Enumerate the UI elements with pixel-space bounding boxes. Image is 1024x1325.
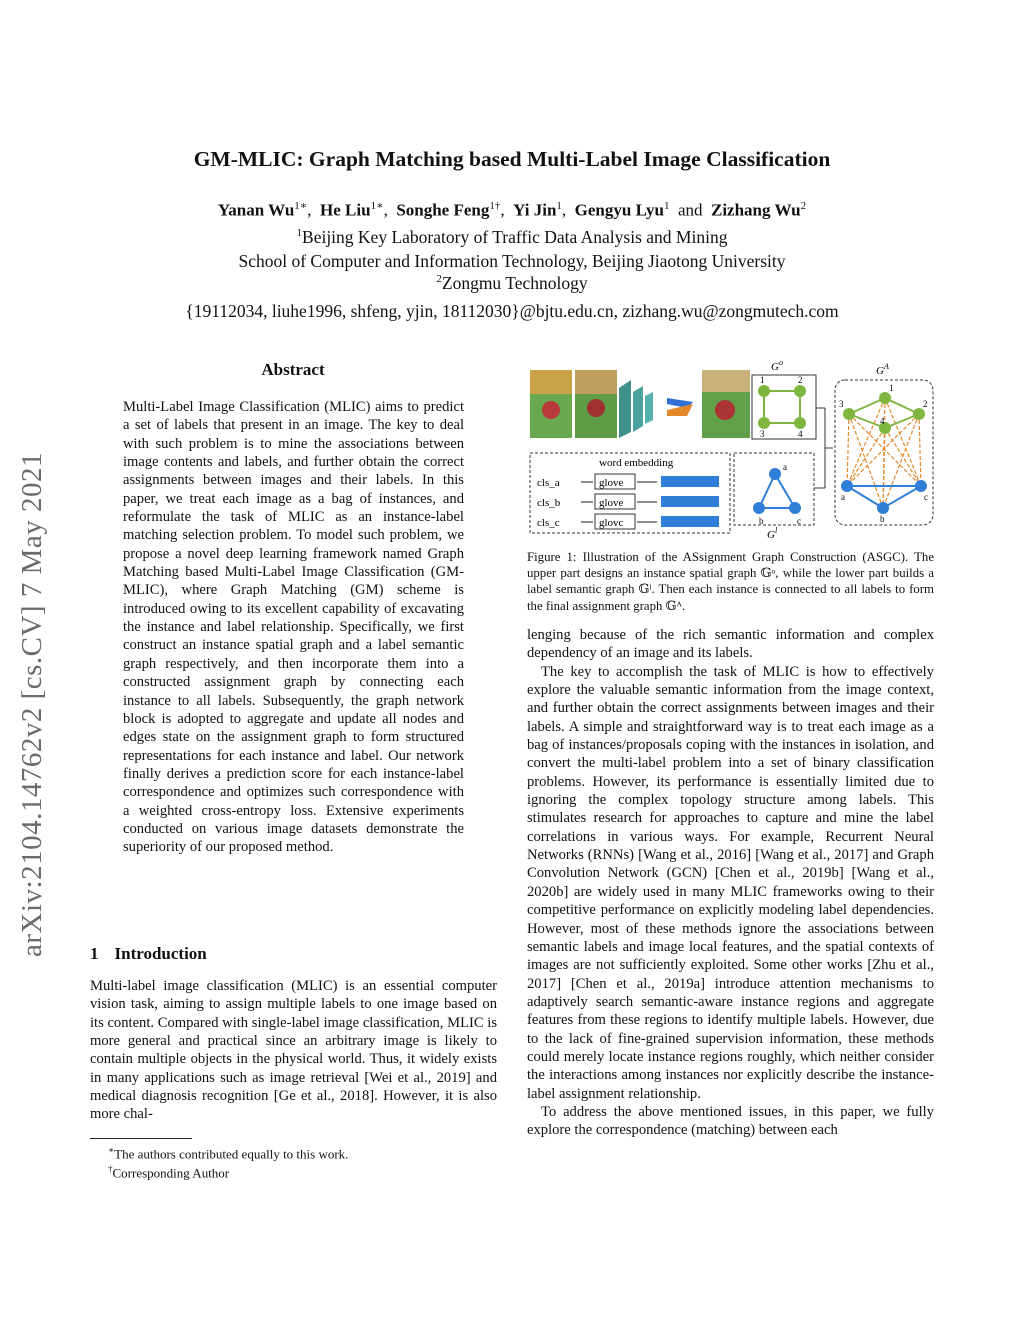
- connector-lines: [814, 408, 833, 488]
- svg-text:c: c: [797, 516, 801, 526]
- graph-ga-label: $G^A$: [876, 362, 889, 377]
- cls-labels: [537, 477, 561, 529]
- svg-text:3: 3: [839, 399, 844, 409]
- svg-text:c: c: [924, 492, 928, 502]
- cnn-layer: [619, 380, 631, 438]
- svg-text:2: 2: [923, 399, 928, 409]
- svg-text:cls_c: cls_c: [537, 517, 560, 529]
- svg-text:4: 4: [798, 429, 803, 439]
- arxiv-identifier: [10, 345, 70, 965]
- right-paragraph-1: lenging because of the rich semantic information and complex dependency of an image and its labels.: [527, 627, 934, 662]
- paper-title: GM-MLIC: Graph Matching based Multi-Label Image Classification: [193, 147, 831, 171]
- intro-heading: 1 Introduction: [90, 944, 207, 963]
- figure-1-asgc-diagram: [527, 358, 937, 548]
- svg-text:a: a: [783, 462, 787, 472]
- right-column-body: [527, 626, 934, 1140]
- right-paragraph-2: The key to accomplish the task of MLIC is how to effectively explore the valuable semantic information from the image context, and further obtain the correct assignments between images and their labels. A simple and straightforward way is to treat each image as a bag of instances/proposals coping with the instances in isolation, and convert the multi-label problem into a set of binary classification problems. However, its performance is essentially limited due to ignoring the complex topology structure among labels. This stimulates research for approaches to capture and mine the label correlations in various ways. For example, Recurrent Neural Networks (RNNs) [Wang et al., 2016] [Wang et al., 2017] and Graph Convolution Network (GCN) [Chen et al., 2019b] [Wang et al., 2020b] are widely used in many MLIC frameworks owing to their competitive performance on explicitly modeling label dependencies. However, most of these methods ignore the associations between semantic labels and image local features, and the spatial contexts of images are not sufficiently exploited. Some other works [Zhu et al., 2017] [Chen et al., 2019a] introduce attention mechanisms to adaptively search semantic-aware instance regions and aggregate features from these regions to identify multiple labels. However, due to the lack of fine-grained supervision information, these methods could merely locate instance regions roughly, which neither consider the interactions among instances nor explicitly describe the instance-label assignment relationship.: [527, 663, 934, 1102]
- footnote-2: †Corresponding Author: [108, 1164, 230, 1181]
- svg-text:glovc: glovc: [599, 517, 624, 529]
- photo-figure: [587, 399, 605, 417]
- svg-text:b: b: [759, 516, 764, 526]
- intro-paragraph: Multi-label image classification (MLIC) is an essential computer vision task, aiming to assign multiple labels to one image based on its content. Compared with single-label image classification, MLIC is more general and practical since an arbitrary image is likely to contain multiple objects in the physical world. Thus, it widely exists in many applications such as image retrieval [Wei et al., 2019] and medical diagnosis recognition [Ge et al., 2018]. However, it is also more chal-: [90, 978, 497, 1123]
- svg-text:glove: glove: [599, 497, 624, 509]
- footnote-rule: [90, 1138, 192, 1139]
- affiliation-2: $^2$Zongmu Technology: [436, 273, 588, 293]
- word-embedding-label: word embedding: [599, 457, 674, 469]
- author-and: and: [677, 200, 703, 220]
- affiliation-1-line2: School of Computer and Information Technology, Beijing Jiaotong University: [238, 251, 786, 271]
- svg-text:3: 3: [760, 429, 765, 439]
- affiliation-1: $^1$Beijing Key Laboratory of Traffic Data Analysis and Mining: [296, 227, 728, 247]
- arxiv-id-text: arXiv:2104.14762v2 [cs.CV] 7 May 2021: [16, 451, 48, 957]
- figure-1-caption: Figure 1: Illustration of the ASsignment Graph Construction (ASGC). The upper part designs an instance spatial graph 𝔾ᵒ, while the lower part builds a label semantic graph 𝔾ˡ. Then each instance is connected to all labels to form the final assignment graph 𝔾ᴬ.: [527, 550, 934, 613]
- svg-text:2: 2: [798, 375, 803, 385]
- cnn-layer: [633, 386, 643, 432]
- photo-background: [530, 370, 572, 394]
- svg-text:glove: glove: [599, 477, 624, 489]
- graph-gl-box: [734, 453, 814, 525]
- author-name: Yi Jin: [513, 200, 557, 220]
- svg-text:cls_a: cls_a: [537, 477, 560, 489]
- graph-go-node-numbers: [760, 375, 803, 439]
- author-emails: {19112034, liuhe1996, shfeng, yjin, 18112030}@bjtu.edu.cn, zizhang.wu@zongmutech.com: [185, 301, 839, 321]
- abstract-body: [123, 398, 464, 857]
- cnn-layer: [645, 392, 653, 424]
- intro-body: [90, 977, 497, 1124]
- author-name: Songhe Feng: [396, 200, 490, 220]
- photo-background: [575, 370, 617, 394]
- abstract-heading: Abstract: [261, 360, 325, 379]
- svg-text:b: b: [880, 514, 885, 524]
- photo-figure: [715, 400, 735, 420]
- author-name: He Liu: [320, 200, 371, 220]
- right-paragraph-3: To address the above mentioned issues, in this paper, we fully explore the correspondence (matching) between each: [527, 1103, 934, 1139]
- graph-go-label: $G^o$: [771, 358, 783, 373]
- photo-background: [702, 370, 750, 392]
- author-name: Zizhang Wu: [711, 200, 801, 220]
- svg-text:cls_b: cls_b: [537, 497, 561, 509]
- photo-figure: [542, 401, 560, 419]
- graph-go-edges: [764, 391, 800, 423]
- abstract-text: Multi-Label Image Classification (MLIC) aims to predict a set of labels that present in an image. The key to deal with such problem is to mine the associations between image contents and labels, and further obtain the correct assignments between images and their labels. In this paper, we treat each image as a bag of instances, and reformulate the task of MLIC as an instance-label matching selection problem. To model such problem, we propose a novel deep learning framework named Graph Matching based Multi-Label Image Classification (GM-MLIC), where Graph Matching (GM) scheme is introduced owing to its excellent capability of excavating the instance and label relationship. Specifically, we first construct an instance spatial graph and a label semantic graph respectively, and then incorporate them into a constructed assignment graph by connecting each instance to all labels. Subsequently, the graph network block is adopted to aggregate and update all nodes and edges state on the assignment graph to form structured representations for each instance and label. Our network finally derives a prediction score for each instance-label correspondence and optimizes such correspondence with a weighted cross-entropy loss. Extensive experiments conducted on various image datasets demonstrate the superiority of our proposed method.: [123, 399, 464, 856]
- svg-text:1: 1: [889, 383, 894, 393]
- graph-ga-instance-nodes: [843, 392, 925, 434]
- glove-labels: [599, 477, 624, 529]
- svg-text:4: 4: [880, 416, 885, 426]
- author-name: Yanan Wu: [217, 200, 295, 220]
- embedding-bars: [661, 476, 719, 527]
- graph-gl-label: $G^l$: [767, 526, 778, 541]
- footnote-1: ∗The authors contributed equally to this work.: [108, 1145, 349, 1162]
- author-name: Gengyu Lyu: [574, 200, 664, 220]
- svg-text:1: 1: [760, 375, 765, 385]
- author-list: Yanan $Wu^{1∗}$, He Liu$^{1∗}$, Songhe Feng$^{1\dagger}$, Yi Jin$^1$, Gengyu Lyu$^1$ and Zizhang Wu$^2$: [217, 200, 807, 220]
- svg-text:a: a: [841, 492, 845, 502]
